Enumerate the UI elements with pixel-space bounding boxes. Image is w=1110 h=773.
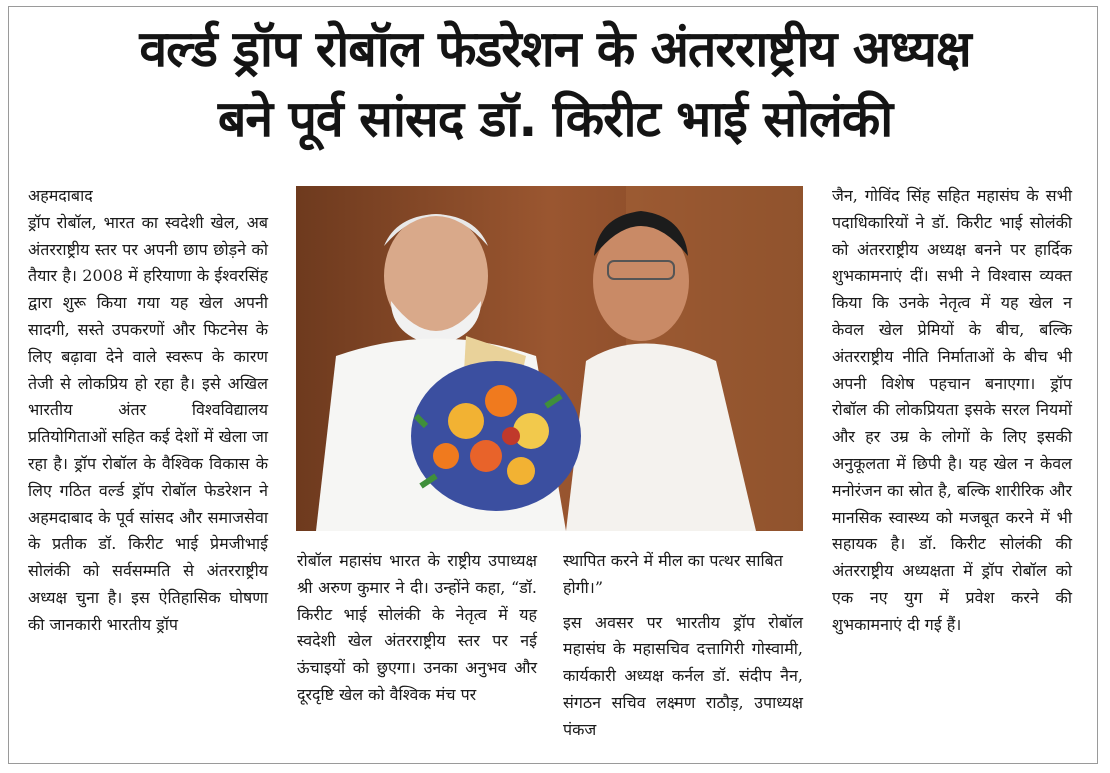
article-column-2 [297, 548, 537, 709]
column-4-text: जैन, गोविंद सिंह सहित महासंघ के सभी पदाधिकारियों ने डॉ. किरीट भाई सोलंकी को अंतरराष्ट्रीय अध्यक्ष बनने पर हार्दिक शुभकामनाएं दीं। सभी ने विश्वास व्यक्त किया कि उनके नेतृत्व में यह खेल न केवल खेल प्रेमियों के बीच, बल्कि अंतरराष्ट्रीय नीति निर्माताओं के बीच भी अपनी विशेष पहचान बनाएगा। ड्रॉप रोबॉल की लोकप्रियता इसके सरल नियमों और हर उम्र के लोगों के लिए इसकी अनुकूलता में छिपी है। यह खेल न केवल मनोरंजन का स्रोत है, बल्कि शारीरिक और मानसिक स्वास्थ्य को मजबूत करने में भी सहायक है। डॉ. किरीट सोलंकी की अंतरराष्ट्रीय अध्यक्षता में ड्रॉप रोबॉल को एक नए युग में प्रवेश करने की शुभकामनाएं दी गई हैं। [832, 186, 1072, 634]
column-3-text-quote-end: स्थापित करने में मील का पत्थर साबित होगी।” [563, 551, 783, 597]
column-3-text: इस अवसर पर भारतीय ड्रॉप रोबॉल महासंघ के महासचिव दत्तागिरी गोस्वामी, कार्यकारी अध्यक्ष कर्नल डॉ. संदीप नैन, संगठन सचिव लक्ष्मण राठौड़, उपाध्यक्ष पंकज [563, 612, 803, 739]
news-photo [296, 186, 803, 531]
headline [20, 14, 1090, 154]
headline-line-1: वर्ल्ड ड्रॉप रोबॉल फेडरेशन के अंतरराष्ट्रीय अध्यक्ष [139, 20, 971, 78]
dateline: अहमदाबाद [28, 186, 93, 205]
column-1-text: ड्रॉप रोबॉल, भारत का स्वदेशी खेल, अब अंतरराष्ट्रीय स्तर पर अपनी छाप छोड़ने को तैयार है। 2008 में हरियाणा के ईश्वरसिंह द्वारा शुरू किया गया यह खेल अपनी सादगी, सस्ते उपकरणों और फिटनेस के लिए बढ़ावा देने वाले स्वरूप के कारण तेजी से लोकप्रिय हो रहा है। इसे अखिल भारतीय अंतर विश्वविद्यालय प्रतियोगिताओं सहित कई देशों में खेला जा रहा है। ड्रॉप रोबॉल के वैश्विक विकास के लिए गठित वर्ल्ड ड्रॉप रोबॉल फेडरेशन ने अहमदाबाद के पूर्व सांसद और समाजसेवा के प्रतीक डॉ. किरीट भाई प्रेमजीभाई सोलंकी को सर्वसम्मति से अंतरराष्ट्रीय अध्यक्ष चुना है। इस ऐतिहासिक घोषणा की जानकारी भारतीय ड्रॉप [28, 212, 268, 634]
headline-line-2: बने पूर्व सांसद डॉ. किरीट भाई सोलंकी [217, 90, 893, 148]
column-2-text: रोबॉल महासंघ भारत के राष्ट्रीय उपाध्यक्ष श्री अरुण कुमार ने दी। उन्होंने कहा, “डॉ. किरीट भाई सोलंकी के नेतृत्व में यह स्वदेशी खेल अंतरराष्ट्रीय स्तर पर नई ऊंचाइयों को छुएगा। उनका अनुभव और दूरदृष्टि खेल को वैश्विक मंच पर [297, 551, 537, 704]
article-column-1 [28, 183, 268, 639]
article-column-4 [832, 183, 1072, 639]
article-column-3 [563, 548, 803, 744]
